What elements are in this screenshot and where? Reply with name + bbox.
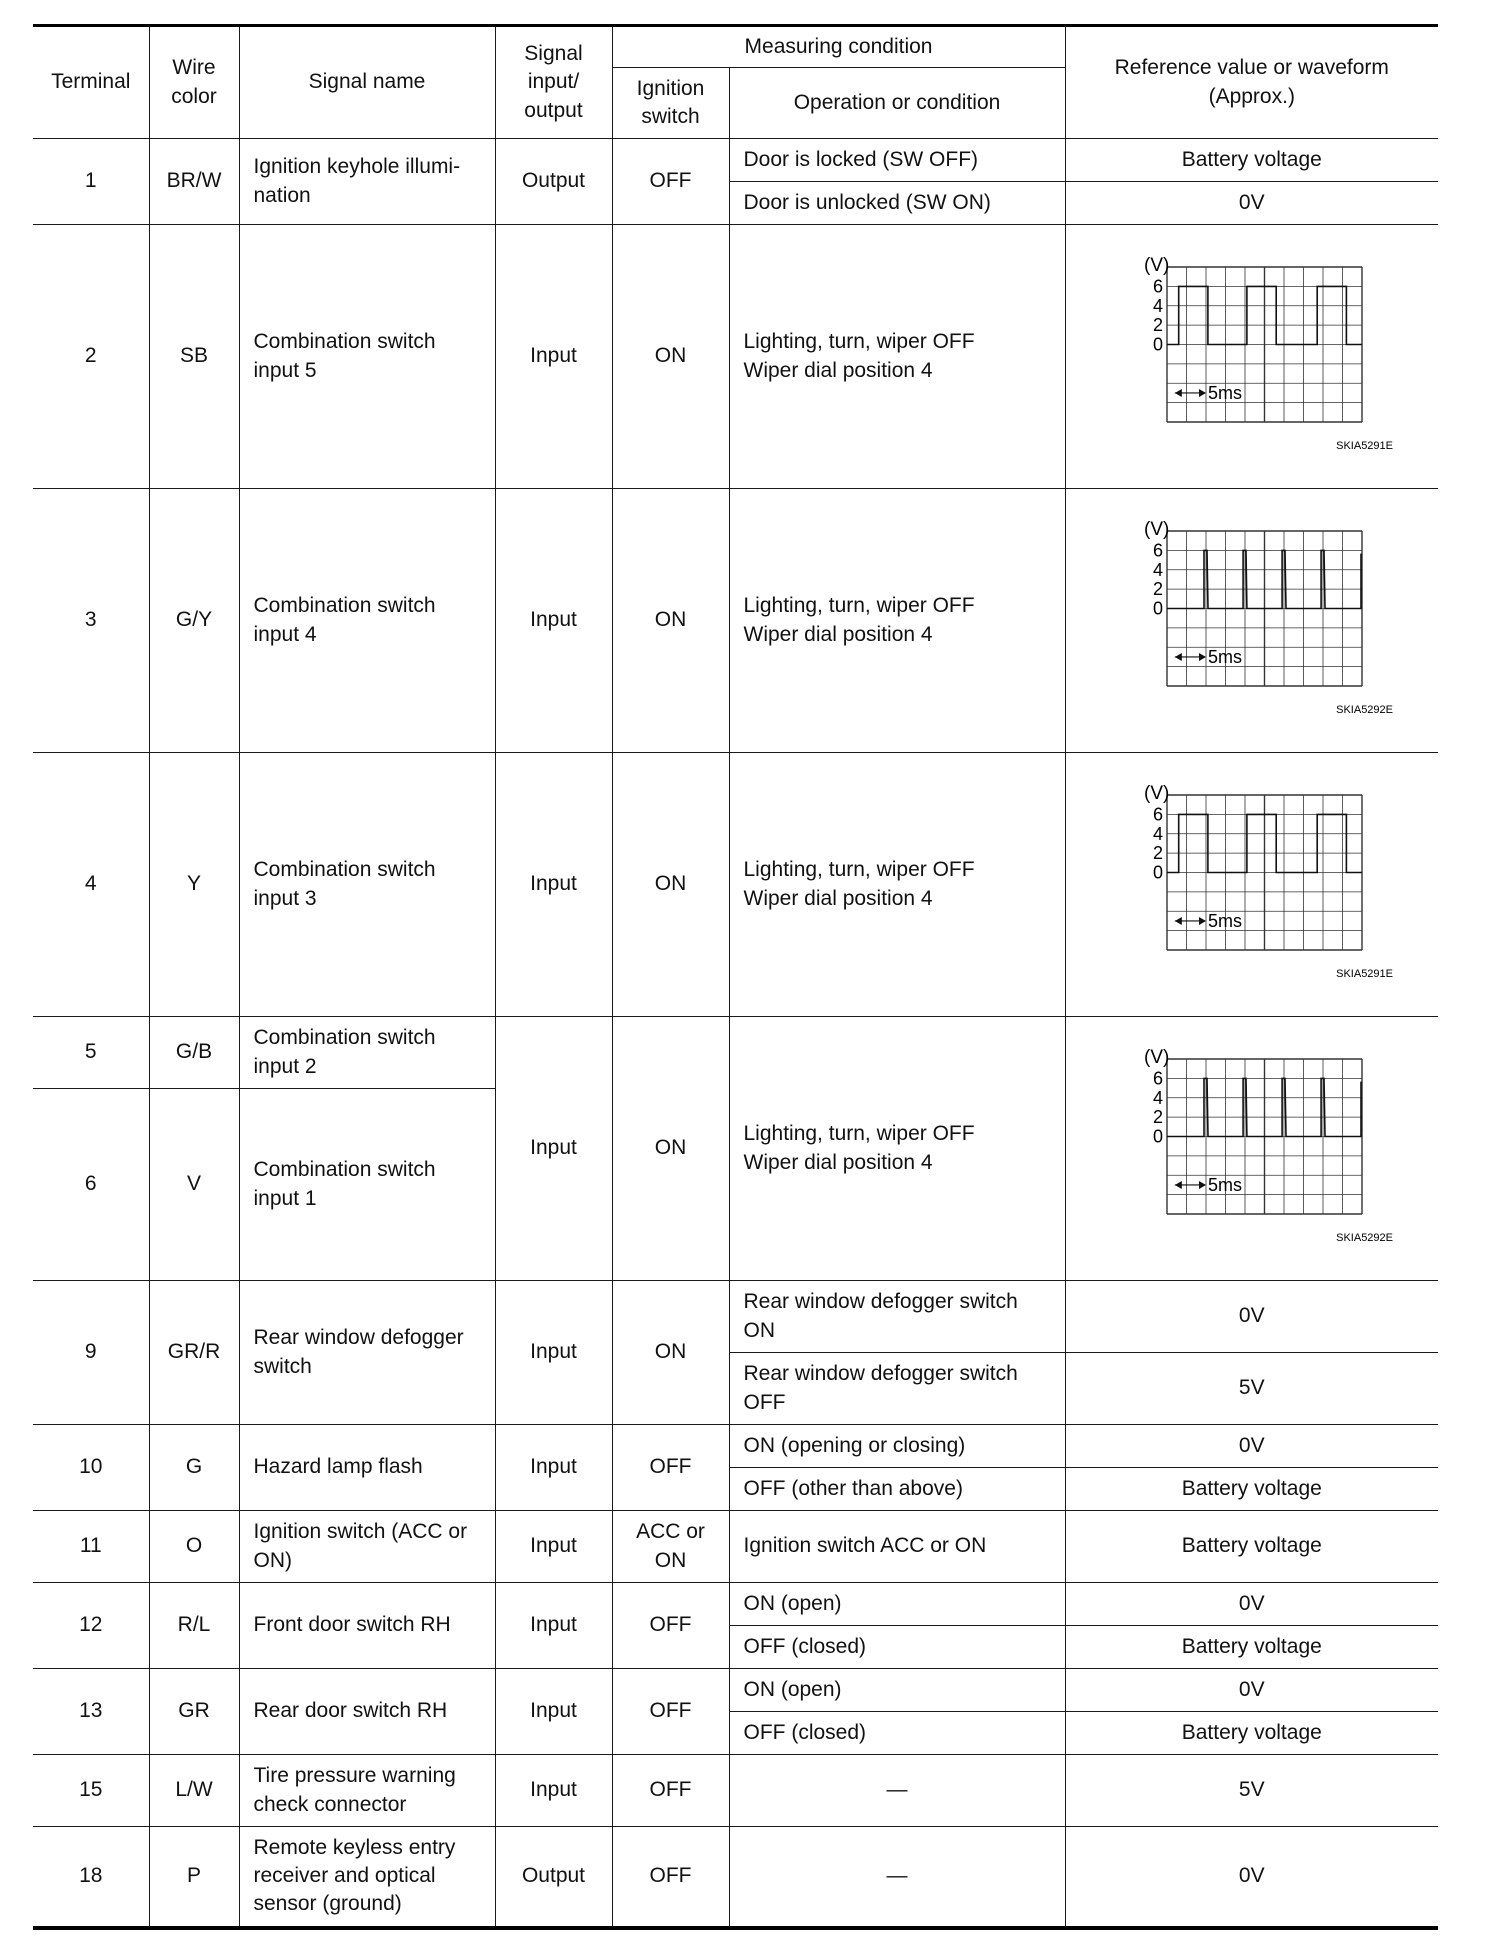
wire-color-cell: G/Y — [149, 489, 239, 753]
waveform-chart — [1102, 785, 1402, 985]
waveform-arrowhead-left — [1175, 1180, 1182, 1188]
waveform-time-label: 5ms — [1207, 1174, 1242, 1195]
ignition-cell: ON — [612, 753, 729, 1017]
condition-cell: OFF (closed) — [729, 1712, 1065, 1755]
table-row — [33, 1425, 1438, 1468]
reference-cell: Battery voltage — [1065, 1626, 1438, 1669]
condition-cell: ON (opening or closing) — [729, 1425, 1065, 1468]
waveform-tick-label: 6 — [1152, 275, 1163, 296]
terminal-cell: 9 — [33, 1281, 149, 1425]
terminal-cell: 2 — [33, 225, 149, 489]
waveform-tick-label: 2 — [1152, 578, 1163, 599]
waveform-tick-label: 6 — [1152, 539, 1163, 560]
signal-io-cell: Input — [495, 753, 612, 1017]
signal-name-cell: Remote keyless entry receiver and optical sensor (ground) — [239, 1827, 495, 1928]
terminal-cell: 3 — [33, 489, 149, 753]
ignition-cell: ON — [612, 489, 729, 753]
signal-name-cell: Ignition switch (ACC or ON) — [239, 1511, 495, 1583]
header-signal-io: Signal input/ output — [495, 26, 612, 139]
waveform-tick-label: 4 — [1152, 823, 1163, 844]
signal-name-cell: Combination switch input 2 — [239, 1017, 495, 1089]
terminal-cell: 6 — [33, 1089, 149, 1281]
reference-cell: 0V — [1065, 1425, 1438, 1468]
ignition-cell: ON — [612, 1281, 729, 1425]
header-signal-name: Signal name — [239, 26, 495, 139]
ignition-cell: OFF — [612, 1755, 729, 1827]
waveform-tick-label: 0 — [1152, 862, 1163, 882]
condition-cell: OFF (closed) — [729, 1626, 1065, 1669]
condition-cell: OFF (other than above) — [729, 1468, 1065, 1511]
waveform-tick-label: 4 — [1152, 559, 1163, 580]
signal-io-cell: Input — [495, 1669, 612, 1755]
waveform-cell — [1065, 1017, 1438, 1281]
waveform-arrowhead-right — [1199, 388, 1206, 396]
table-row — [33, 1511, 1438, 1583]
condition-cell: Rear window defogger switch OFF — [729, 1353, 1065, 1425]
signal-io-cell: Input — [495, 1281, 612, 1425]
signal-io-cell: Input — [495, 489, 612, 753]
wire-color-cell: L/W — [149, 1755, 239, 1827]
ignition-cell: OFF — [612, 1425, 729, 1511]
waveform-unit-label: (V) — [1143, 784, 1170, 804]
table-row — [33, 1755, 1438, 1827]
header-terminal: Terminal — [33, 26, 149, 139]
table-row — [33, 139, 1438, 182]
reference-cell: Battery voltage — [1065, 1468, 1438, 1511]
signal-name-cell: Rear door switch RH — [239, 1669, 495, 1755]
waveform-arrowhead-right — [1199, 652, 1206, 660]
ignition-cell: OFF — [612, 1827, 729, 1928]
wire-color-cell: R/L — [149, 1583, 239, 1669]
wire-color-cell: O — [149, 1511, 239, 1583]
waveform-arrowhead-right — [1199, 916, 1206, 924]
ignition-cell: ACC or ON — [612, 1511, 729, 1583]
waveform-tick-label: 0 — [1152, 1126, 1163, 1146]
waveform-grid — [1167, 267, 1362, 422]
condition-cell: Rear window defogger switch ON — [729, 1281, 1065, 1353]
figure-code: SKIA5292E — [1335, 1231, 1393, 1244]
signal-name-cell: Hazard lamp flash — [239, 1425, 495, 1511]
terminal-cell: 1 — [33, 139, 149, 225]
condition-cell: Door is locked (SW OFF) — [729, 139, 1065, 182]
condition-cell: Lighting, turn, wiper OFF Wiper dial position 4 — [729, 753, 1065, 1017]
terminal-reference-table — [33, 24, 1438, 1930]
terminal-cell: 15 — [33, 1755, 149, 1827]
condition-cell: Lighting, turn, wiper OFF Wiper dial position 4 — [729, 1017, 1065, 1281]
signal-io-cell: Input — [495, 1583, 612, 1669]
waveform-tick-label: 2 — [1152, 314, 1163, 335]
condition-cell: — — [729, 1755, 1065, 1827]
waveform-time-label: 5ms — [1207, 382, 1242, 403]
table-row — [33, 1017, 1438, 1089]
wire-color-cell: G — [149, 1425, 239, 1511]
waveform-tick-label: 2 — [1152, 842, 1163, 863]
waveform-chart — [1102, 521, 1402, 721]
header-wire-color: Wire color — [149, 26, 239, 139]
waveform-tick-label: 6 — [1152, 803, 1163, 824]
wire-color-cell: V — [149, 1089, 239, 1281]
wire-color-cell: G/B — [149, 1017, 239, 1089]
wire-color-cell: GR/R — [149, 1281, 239, 1425]
wire-color-cell: SB — [149, 225, 239, 489]
waveform-cell — [1065, 225, 1438, 489]
waveform-time-label: 5ms — [1207, 646, 1242, 667]
table-row — [33, 753, 1438, 1017]
signal-name-cell: Combination switch input 3 — [239, 753, 495, 1017]
header-ignition-switch: Ignition switch — [612, 68, 729, 139]
waveform-tick-label: 4 — [1152, 1087, 1163, 1108]
terminal-cell: 11 — [33, 1511, 149, 1583]
waveform-arrowhead-right — [1199, 1180, 1206, 1188]
reference-cell: 0V — [1065, 1669, 1438, 1712]
waveform-tick-label: 0 — [1152, 334, 1163, 354]
ignition-cell: OFF — [612, 139, 729, 225]
signal-name-cell: Combination switch input 1 — [239, 1089, 495, 1281]
waveform-tick-label: 6 — [1152, 1067, 1163, 1088]
reference-cell: Battery voltage — [1065, 1511, 1438, 1583]
condition-cell: ON (open) — [729, 1583, 1065, 1626]
terminal-cell: 13 — [33, 1669, 149, 1755]
ignition-cell: OFF — [612, 1669, 729, 1755]
table-row — [33, 225, 1438, 489]
reference-cell: Battery voltage — [1065, 139, 1438, 182]
ignition-cell: ON — [612, 225, 729, 489]
waveform-unit-label: (V) — [1143, 1048, 1170, 1068]
signal-io-cell: Output — [495, 1827, 612, 1928]
waveform-cell — [1065, 489, 1438, 753]
signal-io-cell: Input — [495, 1017, 612, 1281]
terminal-cell: 10 — [33, 1425, 149, 1511]
signal-name-cell: Combination switch input 4 — [239, 489, 495, 753]
waveform-unit-label: (V) — [1143, 520, 1170, 540]
waveform-chart — [1102, 1049, 1402, 1249]
table-row — [33, 489, 1438, 753]
table-row — [33, 1281, 1438, 1353]
waveform-arrowhead-left — [1175, 916, 1182, 924]
figure-code: SKIA5292E — [1335, 703, 1393, 716]
signal-name-cell: Tire pressure warning check connector — [239, 1755, 495, 1827]
terminal-cell: 4 — [33, 753, 149, 1017]
table-row — [33, 1827, 1438, 1928]
signal-name-cell: Combination switch input 5 — [239, 225, 495, 489]
figure-code: SKIA5291E — [1335, 967, 1393, 980]
waveform-unit-label: (V) — [1143, 256, 1170, 276]
waveform-tick-label: 0 — [1152, 598, 1163, 618]
signal-io-cell: Input — [495, 1755, 612, 1827]
signal-name-cell: Front door switch RH — [239, 1583, 495, 1669]
header-operation: Operation or condition — [729, 68, 1065, 139]
reference-cell: 0V — [1065, 182, 1438, 225]
reference-cell: 0V — [1065, 1583, 1438, 1626]
waveform-cell — [1065, 753, 1438, 1017]
signal-io-cell: Input — [495, 1425, 612, 1511]
reference-cell: Battery voltage — [1065, 1712, 1438, 1755]
wire-color-cell: Y — [149, 753, 239, 1017]
waveform-tick-label: 4 — [1152, 295, 1163, 316]
reference-cell: 5V — [1065, 1353, 1438, 1425]
reference-cell: 5V — [1065, 1755, 1438, 1827]
signal-name-cell: Ignition keyhole illumi-nation — [239, 139, 495, 225]
condition-cell: Ignition switch ACC or ON — [729, 1511, 1065, 1583]
condition-cell: Lighting, turn, wiper OFF Wiper dial position 4 — [729, 225, 1065, 489]
terminal-cell: 12 — [33, 1583, 149, 1669]
condition-cell: Lighting, turn, wiper OFF Wiper dial position 4 — [729, 489, 1065, 753]
signal-io-cell: Input — [495, 225, 612, 489]
ignition-cell: OFF — [612, 1583, 729, 1669]
wire-color-cell: BR/W — [149, 139, 239, 225]
table-row — [33, 1669, 1438, 1712]
waveform-arrowhead-left — [1175, 388, 1182, 396]
waveform-tick-label: 2 — [1152, 1106, 1163, 1127]
signal-io-cell: Output — [495, 139, 612, 225]
condition-cell: ON (open) — [729, 1669, 1065, 1712]
waveform-time-label: 5ms — [1207, 910, 1242, 931]
wire-color-cell: P — [149, 1827, 239, 1928]
header-reference: Reference value or waveform (Approx.) — [1065, 26, 1438, 139]
reference-cell: 0V — [1065, 1827, 1438, 1928]
reference-cell: 0V — [1065, 1281, 1438, 1353]
wire-color-cell: GR — [149, 1669, 239, 1755]
header-measuring-condition: Measuring condition — [612, 26, 1065, 68]
condition-cell: Door is unlocked (SW ON) — [729, 182, 1065, 225]
signal-name-cell: Rear window defogger switch — [239, 1281, 495, 1425]
terminal-cell: 18 — [33, 1827, 149, 1928]
waveform-chart — [1102, 257, 1402, 457]
ignition-cell: ON — [612, 1017, 729, 1281]
waveform-grid — [1167, 795, 1362, 950]
waveform-arrowhead-left — [1175, 652, 1182, 660]
signal-io-cell: Input — [495, 1511, 612, 1583]
figure-code: SKIA5291E — [1335, 439, 1393, 452]
terminal-cell: 5 — [33, 1017, 149, 1089]
condition-cell: — — [729, 1827, 1065, 1928]
table-row — [33, 1583, 1438, 1626]
